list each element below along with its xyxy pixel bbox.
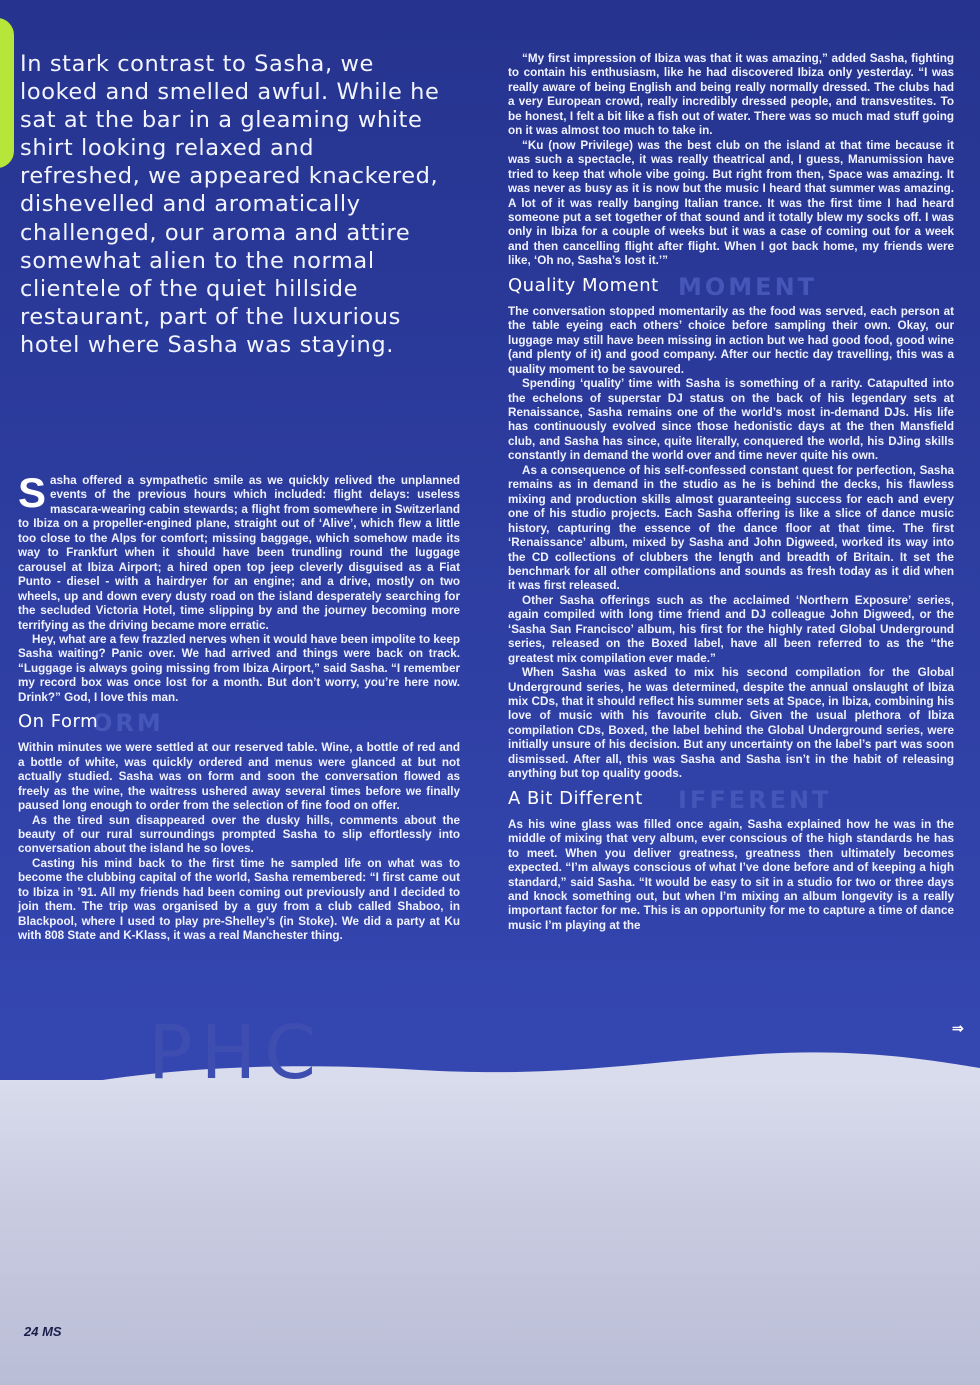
- paragraph: Within minutes we were settled at our reserved table. Wine, a bottle of red and a bottle of white, was quickly ordered and menus were glanced at but not actually studied. Sasha was on form and soon the conversation flowed as freely as the wine, the waitress ushered away several times before we finally paused long enough to order from the selection of fine food on offer.: [18, 741, 460, 813]
- paragraph: As a consequence of his self-confessed constant quest for perfection, Sasha remains as in demand in the studio as he is behind the decks, his flawless mixing and production skills almost guaranteeing success for each and every one of his studio projects. Each Sasha offering is like a slice of dance music history, capturing the essence of the dance floor at that time. The first ‘Renaissance’ album, mixed by Sasha and John Digweed, worked its way into the CD collections of clubbers the length and breadth of Britain. It set the benchmark for all other compilations and sounds as fresh today as it did when it was first released.: [508, 463, 954, 593]
- page-number-footer: 24 MS: [24, 1324, 62, 1339]
- right-column: [508, 52, 954, 933]
- pull-quote: In stark contrast to Sasha, we looked and smelled awful. While he sat at the bar in a gleaming white shirt looking relaxed and refreshed, we appeared knackered, dishevelled and aromatically challenged, our aroma and attire somewhat alien to the normal clientele of the quiet hillside restaurant, part of the luxurious hotel where Sasha was staying.: [20, 51, 440, 358]
- subheading-ghost-text: IFFERENT: [678, 785, 832, 814]
- subheading-title: A Bit Different: [508, 787, 643, 809]
- subheading-title: On Form: [18, 711, 99, 733]
- subheading-title: Quality Moment: [508, 274, 659, 296]
- lower-light-area: [0, 1080, 980, 1385]
- paragraph: As his wine glass was filled once again, Sasha explained how he was in the middle of mixing that very album, ever conscious of the high standards he has to meet. When you deliver greatness, greatness then ultimately becomes expected. “I’m always conscious of what I’ve done before and of keeping a high standard,” said Sasha. “It would be easy to sit in a studio for two or three days and knock something out, but when I’m mixing an album longevity is a really important factor for me. This is an opportunity for me to capture a time of dance music I’m playing at the: [508, 817, 954, 932]
- subheading-ghost-text: MOMENT: [678, 272, 818, 301]
- paragraph: Other Sasha offerings such as the acclaimed ‘Northern Exposure’ series, again compiled with long time friend and DJ colleague John Digweed, or the ‘Sasha San Francisco’ album, his first for the highly rated Global Underground series, released on the Boxed label, have all been referred to as the “the greatest mix compilation ever made.”: [508, 593, 954, 665]
- paragraph: As the tired sun disappeared over the dusky hills, comments about the beauty of our rural surroundings prompted Sasha to slip effortlessly into conversation about the island he so loves.: [18, 813, 460, 856]
- subheading-quality-moment: [508, 272, 954, 301]
- drop-cap: S: [18, 469, 47, 516]
- paragraph: “My first impression of Ibiza was that it was amazing,” added Sasha, fighting to contain his enthusiasm, like he had discovered Ibiza only yesterday. “I was really aware of being English and being really normally dressed. The clubs had a very European crowd, really incredibly dressed people, and transvestites. To be honest, I felt a bit like a fish out of water. There was so much mad stuff going on it was almost too much to take in.: [508, 52, 954, 138]
- paragraph: [18, 469, 460, 633]
- paragraph: Spending ‘quality’ time with Sasha is something of a rarity. Catapulted into the echelons of superstar DJ status on the back of his legendary sets at Renaissance, Sasha remains one of the world’s most in-demand DJs. His life has continuously evolved since those hedonistic days at the then Mansfield club, and Sasha has since, quite literally, conquered the world, his DJing skills constantly in demand the world over and time never quite his own.: [508, 377, 954, 463]
- green-tab: [0, 18, 14, 168]
- paragraph: When Sasha was asked to mix his second compilation for the Global Underground series, he was determined, despite the annual onslaught of Ibiza mix CDs, that it should reflect his summer sets at Space, in Ibiza, combining his love of music with his favourite club. Given the usual plethora of Ibiza compilation CDs, Boxed, the label behind the Global Underground series, were initially unsure of his decision. But any uncertainty on the label’s part was soon dismissed. After all, this was Sasha and Sasha isn’t in the habit of releasing anything but top quality goods.: [508, 666, 954, 781]
- paragraph: Casting his mind back to the first time he sampled life on what was to become the clubbing capital of the world, Sasha remembered: “I first came out to Ibiza in ’91. All my friends had been coming out previously and I decided to join them. The trip was organised by a guy from a club called Shaboo, in Blackpool, where I used to play pre-Shelley’s (in Stoke). We did a party at Ku with 808 State and K-Klass, it was a real Manchester thing.: [18, 856, 460, 943]
- subheading-ghost-text: ORM: [92, 709, 164, 738]
- phc-watermark: PHC: [148, 1010, 324, 1096]
- paragraph: Hey, what are a few frazzled nerves when it would have been impolite to keep Sasha waiting? Panic over. We had arrived and things were back on track. “Luggage is always going missing from Ibiza Airport,” said Sasha. “I remember my record box was once lost for a month. But don’t worry, you’re here now. Drink?” God, I love this man.: [18, 632, 460, 704]
- subheading-a-bit-different: [508, 785, 954, 814]
- paragraph-text: asha offered a sympathetic smile as we quickly relived the unplanned events of the previous hours which included: flight delays: useless mascara-wearing cabin stewards; a flight from somewhere in Switzerland to Ibiza on a propeller-engined plane, straight out of ‘Alive’, which flew a little too close to the Alps for comfort; missing baggage, which somehow made its way to Frankfurt when it should have been trundling round the luggage carousel at Ibiza Airport; a hired open top jeep cleverly disguised as a Fiat Punto - diesel - with a hairdryer for an engine; and a drive, mostly on two wheels, up and down every dusty road on the island desperately searching for the secluded Victoria Hotel, time slipping by and the journey becoming more terrifying as the driving became more erratic.: [18, 474, 460, 632]
- paragraph: “Ku (now Privilege) was the best club on the island at that time because it was such a spectacle, it was really theatrical and, I guess, Manumission have tried to keep that whole vibe going. But right from then, Space was amazing. It was never as busy as it is now but the music I heard that summer was amazing. A lot of it was really banging Italian trance. It was the first time I had heard someone put a set together of that sound and it totally blew my socks off. I was only in Ibiza for a couple of weeks but it was a case of coming out for a week and then cancelling flight after flight. When I got back home, my friends were like, ‘Oh no, Sasha’s lost it.’”: [508, 138, 954, 268]
- paragraph: The conversation stopped momentarily as the food was served, each person at the table eyeing each others’ choice before sampling their own. Okay, our luggage may still have been missing in action but we had good food, good wine (and plenty of it) and good company. After our hectic day travelling, this was a quality moment to be savoured.: [508, 304, 954, 376]
- continue-arrow-icon: ⇒: [952, 1020, 962, 1036]
- subheading-on-form: [18, 711, 460, 737]
- left-column: [18, 469, 460, 944]
